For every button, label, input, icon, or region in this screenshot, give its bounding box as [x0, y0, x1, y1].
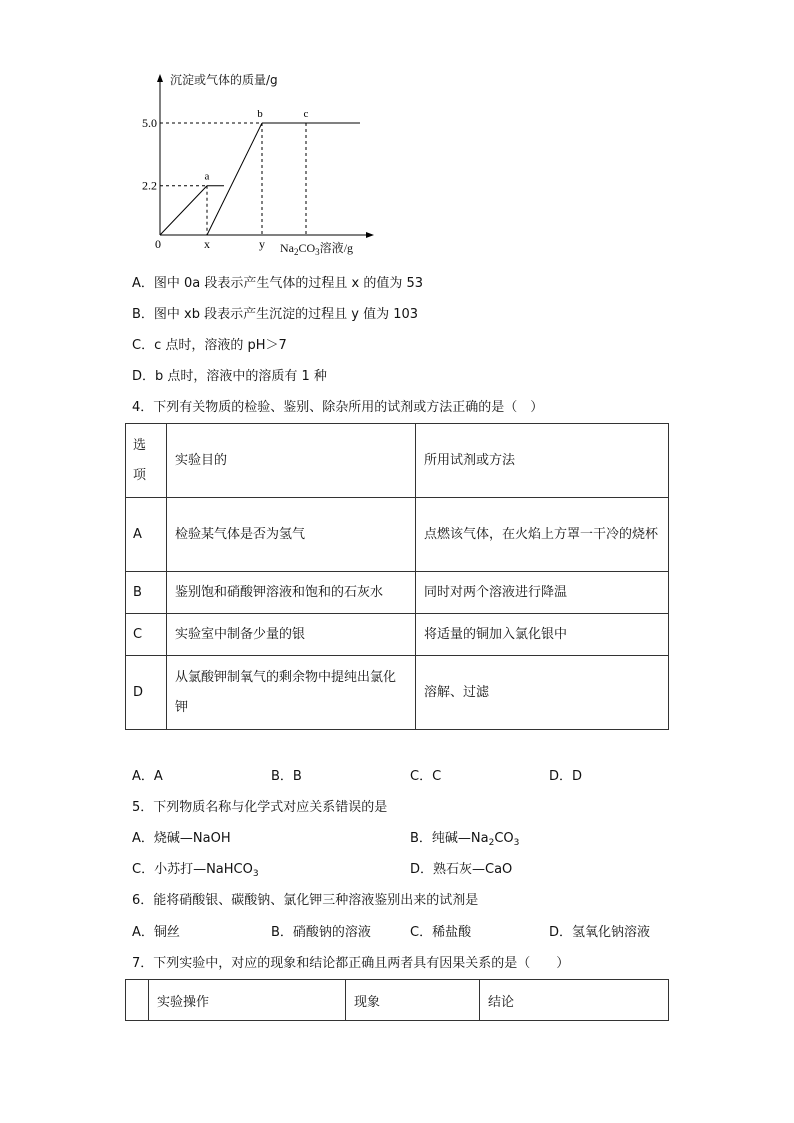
q4-option-b: B．B	[271, 769, 302, 784]
chart-canvas	[140, 68, 380, 268]
table-row	[126, 656, 669, 730]
q5-option-a: A．烧碱—NaOH	[132, 831, 231, 846]
point-label-a: a	[204, 170, 210, 183]
table-header-cell: 实验目的	[167, 424, 416, 498]
q4-stem: 4．下列有关物质的检验、鉴别、除杂所用的试剂或方法正确的是（ ）	[132, 400, 544, 415]
table-cell: 点燃该气体，在火焰上方罩一干冷的烧杯	[416, 498, 669, 572]
table-cell: A	[126, 498, 167, 572]
table-row	[126, 498, 669, 572]
y-tick-label: 5.0	[142, 116, 157, 130]
table-cell: 溶解、过滤	[416, 656, 669, 730]
q7-table	[125, 979, 669, 1021]
chart-x-label: $Na_2CO_3$溶液/g	[280, 241, 354, 257]
reaction-chart	[140, 68, 380, 268]
q3-option-d: D．b 点时，溶液中的溶质有 1 种	[132, 369, 327, 384]
table-row	[126, 424, 669, 498]
q6-option-d: D．氢氧化钠溶液	[549, 925, 651, 940]
table-cell: B	[126, 572, 167, 614]
q5-stem: 5．下列物质名称与化学式对应关系错误的是	[132, 800, 388, 815]
series-line-1	[160, 186, 207, 235]
table-header-cell: 实验操作	[149, 980, 346, 1021]
table-cell: D	[126, 656, 167, 730]
table-row	[126, 980, 669, 1021]
x-tick-label: x	[204, 237, 210, 251]
series-line-2	[204, 123, 262, 235]
q3-option-b: B．图中 xb 段表示产生沉淀的过程且 y 值为 103	[132, 307, 419, 322]
q5-option-d: D．熟石灰—CaO	[410, 862, 513, 877]
x-axis-arrow	[366, 232, 374, 238]
table-cell: 从氯酸钾制氧气的剩余物中提纯出氯化钾	[167, 656, 416, 730]
y-tick-label: 2.2	[142, 178, 157, 193]
table-row	[126, 572, 669, 614]
q6-stem: 6．能将硝酸银、碳酸钠、氯化钾三种溶液鉴别出来的试剂是	[132, 893, 479, 908]
q3-option-c: C．c 点时，溶液的 pH＞7	[132, 338, 287, 353]
table-header-cell: 结论	[480, 980, 669, 1021]
table-cell: 同时对两个溶液进行降温	[416, 572, 669, 614]
table-header-cell: 选项	[126, 424, 167, 498]
q4-option-a: A．A	[132, 769, 163, 784]
y-axis-arrow	[157, 74, 163, 82]
q4-option-d: D．D	[549, 769, 583, 784]
q5-option-b: B．纯碱$—Na_2CO_3$	[410, 831, 520, 848]
table-cell: 将适量的铜加入氯化银中	[416, 614, 669, 656]
q6-option-c: C．稀盐酸	[410, 925, 472, 940]
table-cell: 实验室中制备少量的银	[167, 614, 416, 656]
q4-table	[125, 423, 669, 730]
q3-option-a: A．图中 0a 段表示产生气体的过程且 x 的值为 53	[132, 276, 424, 291]
table-header-cell	[126, 980, 149, 1021]
table-header-cell: 所用试剂或方法	[416, 424, 669, 498]
table-cell: 检验某气体是否为氢气	[167, 498, 416, 572]
table-cell: 鉴别饱和硝酸钾溶液和饱和的石灰水	[167, 572, 416, 614]
x-tick-label: y	[259, 237, 265, 251]
table-row	[126, 614, 669, 656]
x-tick-label: 0	[155, 237, 161, 251]
table-cell: C	[126, 614, 167, 656]
table-header-cell: 现象	[346, 980, 480, 1021]
q6-option-a: A．铜丝	[132, 925, 180, 940]
q4-option-c: C．C	[410, 769, 442, 784]
point-label-b: b	[257, 108, 263, 120]
q5-option-c: C．小苏打—NaHCO$_3$	[132, 862, 259, 879]
q7-stem: 7．下列实验中，对应的现象和结论都正确且两者具有因果关系的是（ ）	[132, 956, 570, 971]
q6-option-b: B．硝酸钠的溶液	[271, 925, 371, 940]
chart-y-label: 沉淀或气体的质量/g	[170, 73, 278, 87]
point-label-c: c	[303, 108, 309, 120]
